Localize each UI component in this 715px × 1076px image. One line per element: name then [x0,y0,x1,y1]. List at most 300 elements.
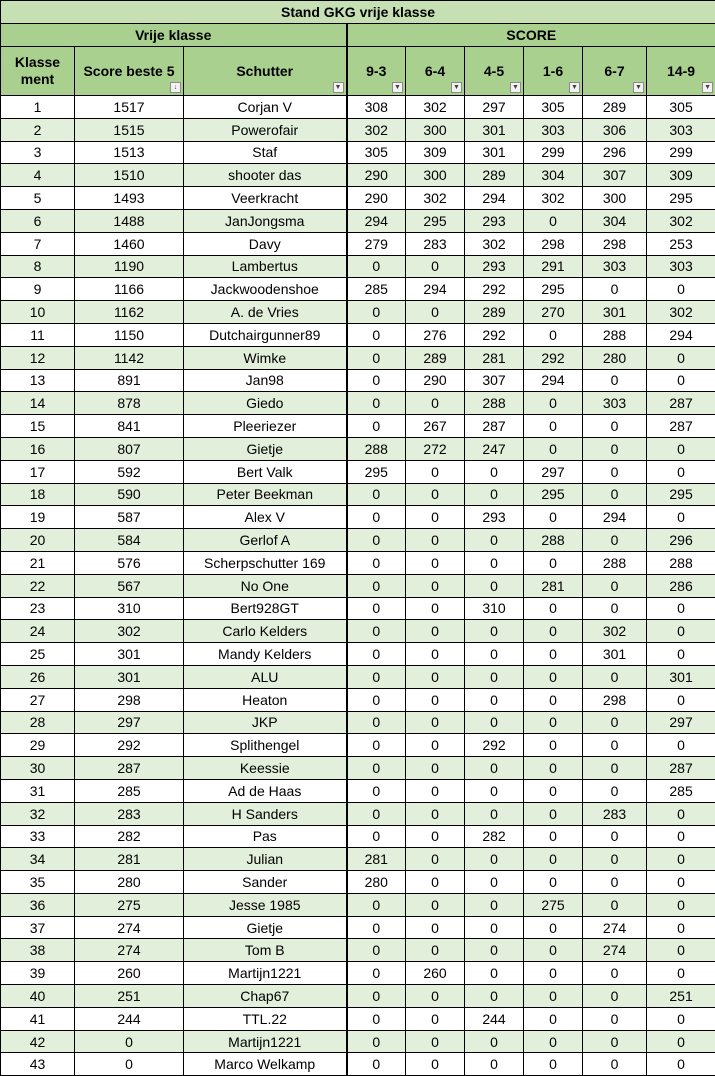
total-score-cell[interactable]: 841 [75,415,184,438]
round-score-cell[interactable]: 0 [347,506,406,529]
total-score-cell[interactable]: 301 [75,643,184,666]
round-score-cell[interactable]: 294 [406,278,465,301]
round-score-cell[interactable]: 0 [647,734,715,757]
round-score-cell[interactable]: 0 [347,1053,406,1076]
round-score-cell[interactable]: 244 [465,1007,524,1030]
round-score-cell[interactable]: 296 [583,141,647,164]
rank-cell[interactable]: 38 [1,939,75,962]
round-score-cell[interactable]: 295 [647,483,715,506]
rank-cell[interactable]: 4 [1,164,75,187]
round-score-cell[interactable]: 0 [465,848,524,871]
round-score-cell[interactable]: 0 [406,939,465,962]
round-score-cell[interactable]: 0 [583,665,647,688]
round-score-cell[interactable]: 0 [406,597,465,620]
round-score-cell[interactable]: 0 [524,506,583,529]
round-score-cell[interactable]: 0 [524,620,583,643]
round-score-cell[interactable]: 0 [583,597,647,620]
round-score-cell[interactable]: 309 [647,164,715,187]
round-score-cell[interactable]: 280 [347,871,406,894]
shooter-name-cell[interactable]: No One [184,574,347,597]
total-score-cell[interactable]: 275 [75,893,184,916]
round-score-cell[interactable]: 0 [583,369,647,392]
round-score-cell[interactable]: 0 [347,916,406,939]
total-score-cell[interactable]: 292 [75,734,184,757]
round-score-cell[interactable]: 0 [406,1007,465,1030]
round-score-cell[interactable]: 251 [647,985,715,1008]
rank-cell[interactable]: 40 [1,985,75,1008]
round-score-cell[interactable]: 0 [647,916,715,939]
rank-cell[interactable]: 15 [1,415,75,438]
round-score-cell[interactable]: 0 [347,893,406,916]
round-score-cell[interactable]: 0 [347,255,406,278]
rank-cell[interactable]: 29 [1,734,75,757]
round-score-cell[interactable]: 0 [524,643,583,666]
shooter-name-cell[interactable]: Giedo [184,392,347,415]
round-score-cell[interactable]: 0 [465,893,524,916]
round-score-cell[interactable]: 282 [465,825,524,848]
round-score-cell[interactable]: 0 [647,1053,715,1076]
dropdown-arrow-icon[interactable]: ▼ [633,82,644,93]
rank-cell[interactable]: 22 [1,574,75,597]
round-score-cell[interactable]: 0 [347,1007,406,1030]
shooter-name-cell[interactable]: Julian [184,848,347,871]
round-score-cell[interactable]: 289 [583,96,647,119]
round-score-cell[interactable]: 0 [647,893,715,916]
round-score-cell[interactable]: 0 [524,688,583,711]
round-score-cell[interactable]: 0 [406,643,465,666]
round-score-cell[interactable]: 288 [583,551,647,574]
round-score-cell[interactable]: 0 [647,1007,715,1030]
round-score-cell[interactable]: 0 [406,688,465,711]
round-score-cell[interactable]: 0 [647,346,715,369]
total-score-cell[interactable]: 584 [75,529,184,552]
round-score-cell[interactable]: 0 [583,779,647,802]
total-score-cell[interactable]: 1166 [75,278,184,301]
rank-cell[interactable]: 16 [1,437,75,460]
round-score-cell[interactable]: 0 [524,734,583,757]
round-score-cell[interactable]: 0 [647,506,715,529]
round-score-cell[interactable]: 0 [583,1030,647,1053]
shooter-name-cell[interactable]: Wimke [184,346,347,369]
round-score-cell[interactable]: 292 [465,734,524,757]
round-score-cell[interactable]: 294 [647,323,715,346]
round-score-cell[interactable]: 0 [465,711,524,734]
round-score-cell[interactable]: 0 [524,802,583,825]
round-score-cell[interactable]: 272 [406,437,465,460]
round-score-cell[interactable]: 0 [465,574,524,597]
round-score-cell[interactable]: 302 [465,232,524,255]
round-score-cell[interactable]: 0 [647,871,715,894]
rank-cell[interactable]: 28 [1,711,75,734]
total-score-cell[interactable]: 891 [75,369,184,392]
round-score-cell[interactable]: 270 [524,301,583,324]
round-score-cell[interactable]: 300 [406,164,465,187]
round-score-cell[interactable]: 0 [647,688,715,711]
round-score-cell[interactable]: 285 [647,779,715,802]
total-score-cell[interactable]: 280 [75,871,184,894]
shooter-name-cell[interactable]: JanJongsma [184,209,347,232]
round-score-cell[interactable]: 0 [406,255,465,278]
round-score-cell[interactable]: 283 [583,802,647,825]
round-score-cell[interactable]: 309 [406,141,465,164]
shooter-name-cell[interactable]: Staf [184,141,347,164]
shooter-name-cell[interactable]: Davy [184,232,347,255]
shooter-name-cell[interactable]: Powerofair [184,118,347,141]
round-score-cell[interactable]: 0 [465,939,524,962]
rank-cell[interactable]: 21 [1,551,75,574]
round-score-cell[interactable]: 0 [347,301,406,324]
shooter-name-cell[interactable]: Ad de Haas [184,779,347,802]
total-score-cell[interactable]: 297 [75,711,184,734]
round-score-cell[interactable]: 0 [347,574,406,597]
round-score-cell[interactable]: 0 [647,848,715,871]
round-score-cell[interactable]: 0 [647,1030,715,1053]
rank-cell[interactable]: 8 [1,255,75,278]
round-score-cell[interactable]: 293 [465,506,524,529]
total-score-cell[interactable]: 587 [75,506,184,529]
rank-cell[interactable]: 35 [1,871,75,894]
shooter-name-cell[interactable]: Carlo Kelders [184,620,347,643]
rank-cell[interactable]: 31 [1,779,75,802]
round-score-cell[interactable]: 0 [524,1030,583,1053]
shooter-name-cell[interactable]: Bert928GT [184,597,347,620]
shooter-name-cell[interactable]: TTL.22 [184,1007,347,1030]
rank-cell[interactable]: 30 [1,757,75,780]
shooter-name-cell[interactable]: JKP [184,711,347,734]
shooter-name-cell[interactable]: Lambertus [184,255,347,278]
dropdown-arrow-icon[interactable]: ▼ [510,82,521,93]
total-score-cell[interactable]: 282 [75,825,184,848]
rank-cell[interactable]: 24 [1,620,75,643]
shooter-name-cell[interactable]: Sander [184,871,347,894]
shooter-name-cell[interactable]: Splithengel [184,734,347,757]
shooter-name-cell[interactable]: Bert Valk [184,460,347,483]
dropdown-arrow-icon[interactable]: ▼ [392,82,403,93]
round-score-cell[interactable]: 302 [647,209,715,232]
round-score-cell[interactable]: 0 [647,278,715,301]
round-score-cell[interactable]: 302 [347,118,406,141]
round-score-cell[interactable]: 301 [583,301,647,324]
round-score-cell[interactable]: 293 [465,209,524,232]
total-score-cell[interactable]: 1517 [75,96,184,119]
round-score-cell[interactable]: 290 [347,164,406,187]
round-score-cell[interactable]: 247 [465,437,524,460]
round-score-cell[interactable]: 0 [583,1053,647,1076]
round-score-cell[interactable]: 295 [524,278,583,301]
shooter-name-cell[interactable]: shooter das [184,164,347,187]
round-score-cell[interactable]: 0 [524,916,583,939]
round-score-cell[interactable]: 303 [583,255,647,278]
rank-cell[interactable]: 3 [1,141,75,164]
rank-cell[interactable]: 18 [1,483,75,506]
round-score-cell[interactable]: 0 [347,665,406,688]
round-score-cell[interactable]: 301 [465,141,524,164]
round-score-cell[interactable]: 0 [465,779,524,802]
round-score-cell[interactable]: 0 [347,392,406,415]
rank-cell[interactable]: 12 [1,346,75,369]
round-score-cell[interactable]: 0 [583,848,647,871]
round-score-cell[interactable]: 304 [524,164,583,187]
round-score-cell[interactable]: 0 [583,574,647,597]
rank-cell[interactable]: 2 [1,118,75,141]
round-score-cell[interactable]: 0 [347,962,406,985]
round-score-cell[interactable]: 0 [406,551,465,574]
round-score-cell[interactable]: 306 [583,118,647,141]
round-score-cell[interactable]: 0 [406,871,465,894]
round-score-cell[interactable]: 0 [465,962,524,985]
shooter-name-cell[interactable]: ALU [184,665,347,688]
shooter-name-cell[interactable]: Chap67 [184,985,347,1008]
shooter-name-cell[interactable]: Martijn1221 [184,1030,347,1053]
rank-cell[interactable]: 14 [1,392,75,415]
round-score-cell[interactable]: 0 [524,848,583,871]
round-score-cell[interactable]: 297 [524,460,583,483]
round-score-cell[interactable]: 0 [406,916,465,939]
round-score-cell[interactable]: 0 [406,529,465,552]
round-score-cell[interactable]: 0 [347,688,406,711]
round-score-cell[interactable]: 274 [583,939,647,962]
rank-cell[interactable]: 43 [1,1053,75,1076]
round-score-cell[interactable]: 294 [347,209,406,232]
round-score-cell[interactable]: 0 [347,643,406,666]
round-score-cell[interactable]: 285 [347,278,406,301]
round-score-cell[interactable]: 287 [465,415,524,438]
round-score-cell[interactable]: 0 [347,346,406,369]
round-score-cell[interactable]: 304 [583,209,647,232]
total-score-cell[interactable]: 592 [75,460,184,483]
round-score-cell[interactable]: 0 [524,392,583,415]
shooter-name-cell[interactable]: H Sanders [184,802,347,825]
shooter-name-cell[interactable]: Scherpschutter 169 [184,551,347,574]
round-score-cell[interactable]: 0 [524,711,583,734]
round-score-cell[interactable]: 0 [647,597,715,620]
round-score-cell[interactable]: 0 [347,802,406,825]
rank-cell[interactable]: 37 [1,916,75,939]
round-score-cell[interactable]: 0 [583,460,647,483]
round-score-cell[interactable]: 0 [347,415,406,438]
rank-cell[interactable]: 11 [1,323,75,346]
round-score-cell[interactable]: 0 [406,734,465,757]
round-score-cell[interactable]: 288 [524,529,583,552]
round-score-cell[interactable]: 0 [465,757,524,780]
round-score-cell[interactable]: 0 [524,962,583,985]
round-score-cell[interactable]: 0 [347,939,406,962]
round-score-cell[interactable]: 295 [524,483,583,506]
rank-cell[interactable]: 1 [1,96,75,119]
total-score-cell[interactable]: 1162 [75,301,184,324]
round-score-cell[interactable]: 0 [347,597,406,620]
round-score-cell[interactable]: 0 [583,893,647,916]
round-score-cell[interactable]: 0 [406,985,465,1008]
round-score-cell[interactable]: 0 [347,369,406,392]
total-score-cell[interactable]: 285 [75,779,184,802]
round-score-cell[interactable]: 0 [406,1030,465,1053]
round-score-cell[interactable]: 302 [406,187,465,210]
round-score-cell[interactable]: 288 [647,551,715,574]
rank-cell[interactable]: 19 [1,506,75,529]
rank-cell[interactable]: 39 [1,962,75,985]
round-score-cell[interactable]: 296 [647,529,715,552]
round-score-cell[interactable]: 0 [524,871,583,894]
round-score-cell[interactable]: 308 [347,96,406,119]
round-score-cell[interactable]: 0 [347,1030,406,1053]
shooter-name-cell[interactable]: Peter Beekman [184,483,347,506]
total-score-cell[interactable]: 1493 [75,187,184,210]
round-score-cell[interactable]: 281 [524,574,583,597]
rank-cell[interactable]: 13 [1,369,75,392]
round-score-cell[interactable]: 288 [465,392,524,415]
column-header-rank[interactable] [1,47,75,96]
round-score-cell[interactable]: 260 [406,962,465,985]
round-score-cell[interactable]: 0 [583,871,647,894]
round-score-cell[interactable]: 0 [465,985,524,1008]
round-score-cell[interactable]: 0 [347,620,406,643]
dropdown-arrow-icon[interactable]: ▼ [451,82,462,93]
column-header-round[interactable] [406,47,465,96]
rank-cell[interactable]: 10 [1,301,75,324]
shooter-name-cell[interactable]: Martijn1221 [184,962,347,985]
round-score-cell[interactable]: 0 [583,985,647,1008]
round-score-cell[interactable]: 0 [583,437,647,460]
total-score-cell[interactable]: 807 [75,437,184,460]
round-score-cell[interactable]: 0 [406,392,465,415]
rank-cell[interactable]: 26 [1,665,75,688]
round-score-cell[interactable]: 302 [406,96,465,119]
round-score-cell[interactable]: 0 [347,985,406,1008]
round-score-cell[interactable]: 0 [347,711,406,734]
round-score-cell[interactable]: 288 [583,323,647,346]
column-header-round[interactable] [524,47,583,96]
shooter-name-cell[interactable]: Gerlof A [184,529,347,552]
round-score-cell[interactable]: 0 [524,597,583,620]
total-score-cell[interactable]: 1190 [75,255,184,278]
round-score-cell[interactable]: 302 [583,620,647,643]
round-score-cell[interactable]: 288 [347,437,406,460]
total-score-cell[interactable]: 251 [75,985,184,1008]
round-score-cell[interactable]: 0 [583,278,647,301]
round-score-cell[interactable]: 295 [347,460,406,483]
round-score-cell[interactable]: 274 [583,916,647,939]
shooter-name-cell[interactable]: Corjan V [184,96,347,119]
rank-cell[interactable]: 32 [1,802,75,825]
total-score-cell[interactable]: 1460 [75,232,184,255]
round-score-cell[interactable]: 0 [524,437,583,460]
round-score-cell[interactable]: 307 [583,164,647,187]
round-score-cell[interactable]: 0 [406,574,465,597]
round-score-cell[interactable]: 0 [406,802,465,825]
shooter-name-cell[interactable]: Marco Welkamp [184,1053,347,1076]
total-score-cell[interactable]: 1488 [75,209,184,232]
round-score-cell[interactable]: 283 [406,232,465,255]
dropdown-arrow-icon[interactable]: ▼ [569,82,580,93]
total-score-cell[interactable]: 298 [75,688,184,711]
round-score-cell[interactable]: 279 [347,232,406,255]
round-score-cell[interactable]: 305 [647,96,715,119]
total-score-cell[interactable]: 878 [75,392,184,415]
round-score-cell[interactable]: 310 [465,597,524,620]
total-score-cell[interactable]: 301 [75,665,184,688]
round-score-cell[interactable]: 0 [524,415,583,438]
column-header-score-beste-5[interactable] [75,47,184,96]
total-score-cell[interactable]: 1150 [75,323,184,346]
round-score-cell[interactable]: 293 [465,255,524,278]
total-score-cell[interactable]: 287 [75,757,184,780]
round-score-cell[interactable]: 0 [406,620,465,643]
round-score-cell[interactable]: 292 [465,278,524,301]
round-score-cell[interactable]: 289 [406,346,465,369]
round-score-cell[interactable]: 302 [647,301,715,324]
dropdown-arrow-icon[interactable]: ▼ [702,82,713,93]
round-score-cell[interactable]: 301 [583,643,647,666]
total-score-cell[interactable]: 576 [75,551,184,574]
round-score-cell[interactable]: 300 [406,118,465,141]
round-score-cell[interactable]: 291 [524,255,583,278]
round-score-cell[interactable]: 0 [406,779,465,802]
round-score-cell[interactable]: 0 [465,916,524,939]
round-score-cell[interactable]: 294 [524,369,583,392]
round-score-cell[interactable]: 0 [406,1053,465,1076]
total-score-cell[interactable]: 274 [75,939,184,962]
round-score-cell[interactable]: 0 [347,323,406,346]
round-score-cell[interactable]: 0 [524,209,583,232]
round-score-cell[interactable]: 0 [583,415,647,438]
round-score-cell[interactable]: 0 [465,1053,524,1076]
shooter-name-cell[interactable]: Gietje [184,437,347,460]
round-score-cell[interactable]: 0 [647,643,715,666]
total-score-cell[interactable]: 0 [75,1053,184,1076]
round-score-cell[interactable]: 281 [465,346,524,369]
total-score-cell[interactable]: 244 [75,1007,184,1030]
round-score-cell[interactable]: 0 [347,483,406,506]
shooter-name-cell[interactable]: Veerkracht [184,187,347,210]
round-score-cell[interactable]: 0 [347,757,406,780]
round-score-cell[interactable]: 280 [583,346,647,369]
round-score-cell[interactable]: 303 [647,118,715,141]
round-score-cell[interactable]: 0 [647,802,715,825]
round-score-cell[interactable]: 0 [524,939,583,962]
shooter-name-cell[interactable]: Gietje [184,916,347,939]
round-score-cell[interactable]: 298 [583,232,647,255]
round-score-cell[interactable]: 301 [647,665,715,688]
total-score-cell[interactable]: 567 [75,574,184,597]
round-score-cell[interactable]: 294 [465,187,524,210]
round-score-cell[interactable]: 0 [647,825,715,848]
round-score-cell[interactable]: 0 [524,757,583,780]
round-score-cell[interactable]: 0 [406,848,465,871]
round-score-cell[interactable]: 0 [583,483,647,506]
round-score-cell[interactable]: 0 [465,460,524,483]
total-score-cell[interactable]: 1142 [75,346,184,369]
round-score-cell[interactable]: 287 [647,392,715,415]
rank-cell[interactable]: 6 [1,209,75,232]
round-score-cell[interactable]: 0 [465,871,524,894]
round-score-cell[interactable]: 290 [347,187,406,210]
round-score-cell[interactable]: 0 [347,551,406,574]
round-score-cell[interactable]: 0 [647,939,715,962]
round-score-cell[interactable]: 0 [465,1030,524,1053]
round-score-cell[interactable]: 0 [406,757,465,780]
round-score-cell[interactable]: 298 [583,688,647,711]
round-score-cell[interactable]: 300 [583,187,647,210]
column-header-schutter[interactable] [184,47,347,96]
rank-cell[interactable]: 7 [1,232,75,255]
shooter-name-cell[interactable]: Pleeriezer [184,415,347,438]
total-score-cell[interactable]: 281 [75,848,184,871]
round-score-cell[interactable]: 0 [583,734,647,757]
shooter-name-cell[interactable]: Mandy Kelders [184,643,347,666]
dropdown-arrow-icon[interactable]: ▼ [333,82,344,93]
total-score-cell[interactable]: 283 [75,802,184,825]
